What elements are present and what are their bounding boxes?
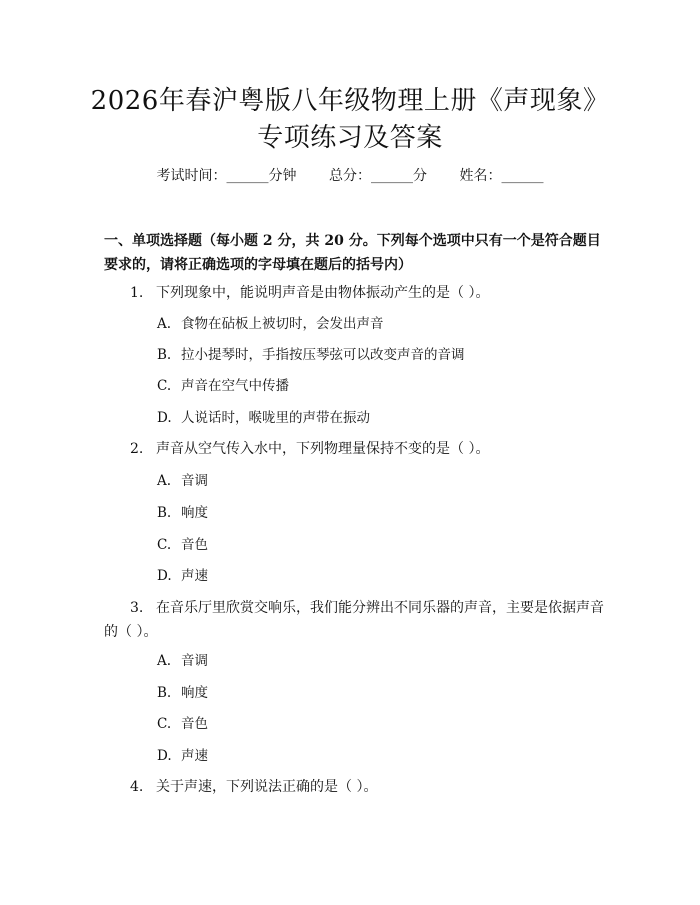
question-1 — [104, 281, 604, 305]
question-2-option-d — [157, 566, 607, 586]
option-text: 音色 — [181, 716, 208, 732]
question-1-option-b — [157, 345, 607, 365]
question-2 — [104, 437, 604, 461]
question-3-option-c — [157, 714, 607, 734]
total-score-field: 总分：______分 — [329, 168, 427, 184]
document-title-line-1: 2026年春沪粤版八年级物理上册《声现象》 — [90, 86, 610, 116]
question-number: 4. — [130, 779, 144, 795]
question-2-option-b — [157, 503, 607, 523]
question-text: 在音乐厅里欣赏交响乐，我们能分辨出不同乐器的声音，主要是依据声音的（ ）。 — [104, 600, 604, 640]
option-text: 响度 — [181, 685, 208, 701]
option-text: 食物在砧板上被切时，会发出声音 — [181, 316, 384, 332]
option-letter: C. — [157, 378, 172, 394]
section-heading-single-choice: 一、单项选择题（每小题 2 分，共 20 分。下列每个选项中只有一个是符合题目要求的，请将正确选项的字母填在题后的括号内） — [104, 233, 601, 273]
exam-info-line — [0, 166, 700, 186]
option-text: 声速 — [181, 748, 208, 764]
option-text: 人说话时，喉咙里的声带在振动 — [181, 410, 370, 426]
option-letter: A. — [157, 316, 172, 332]
exam-time-field: 考试时间：______分钟 — [156, 168, 297, 184]
question-number: 3. — [130, 600, 144, 616]
option-text: 声音在空气中传播 — [181, 378, 289, 394]
question-3-option-a — [157, 651, 607, 671]
option-letter: B. — [157, 505, 172, 521]
option-text: 音色 — [181, 537, 208, 553]
option-text: 拉小提琴时，手指按压琴弦可以改变声音的音调 — [181, 347, 465, 363]
option-letter: C. — [157, 716, 172, 732]
option-letter: B. — [157, 685, 172, 701]
question-text: 下列现象中，能说明声音是由物体振动产生的是（ ）。 — [156, 285, 490, 301]
question-1-option-a — [157, 314, 607, 334]
option-letter: D. — [157, 568, 172, 584]
option-letter: D. — [157, 410, 172, 426]
question-3 — [104, 596, 604, 644]
question-2-option-c — [157, 535, 607, 555]
question-3-option-b — [157, 683, 607, 703]
question-number: 1. — [130, 285, 144, 301]
option-letter: A. — [157, 473, 172, 489]
question-4 — [104, 775, 604, 799]
question-2-option-a — [157, 471, 607, 491]
question-text: 声音从空气传入水中，下列物理量保持不变的是（ ）。 — [156, 441, 490, 457]
option-text: 音调 — [181, 653, 208, 669]
option-text: 声速 — [181, 568, 208, 584]
option-letter: B. — [157, 347, 172, 363]
option-letter: D. — [157, 748, 172, 764]
question-number: 2. — [130, 441, 144, 457]
document-title-line-2: 专项练习及答案 — [257, 123, 443, 153]
option-text: 响度 — [181, 505, 208, 521]
question-1-option-c — [157, 376, 607, 396]
student-name-field: 姓名：______ — [459, 168, 544, 184]
option-letter: C. — [157, 537, 172, 553]
question-1-option-d — [157, 408, 607, 428]
option-letter: A. — [157, 653, 172, 669]
option-text: 音调 — [181, 473, 208, 489]
question-3-option-d — [157, 746, 607, 766]
question-text: 关于声速，下列说法正确的是（ ）。 — [156, 779, 378, 795]
